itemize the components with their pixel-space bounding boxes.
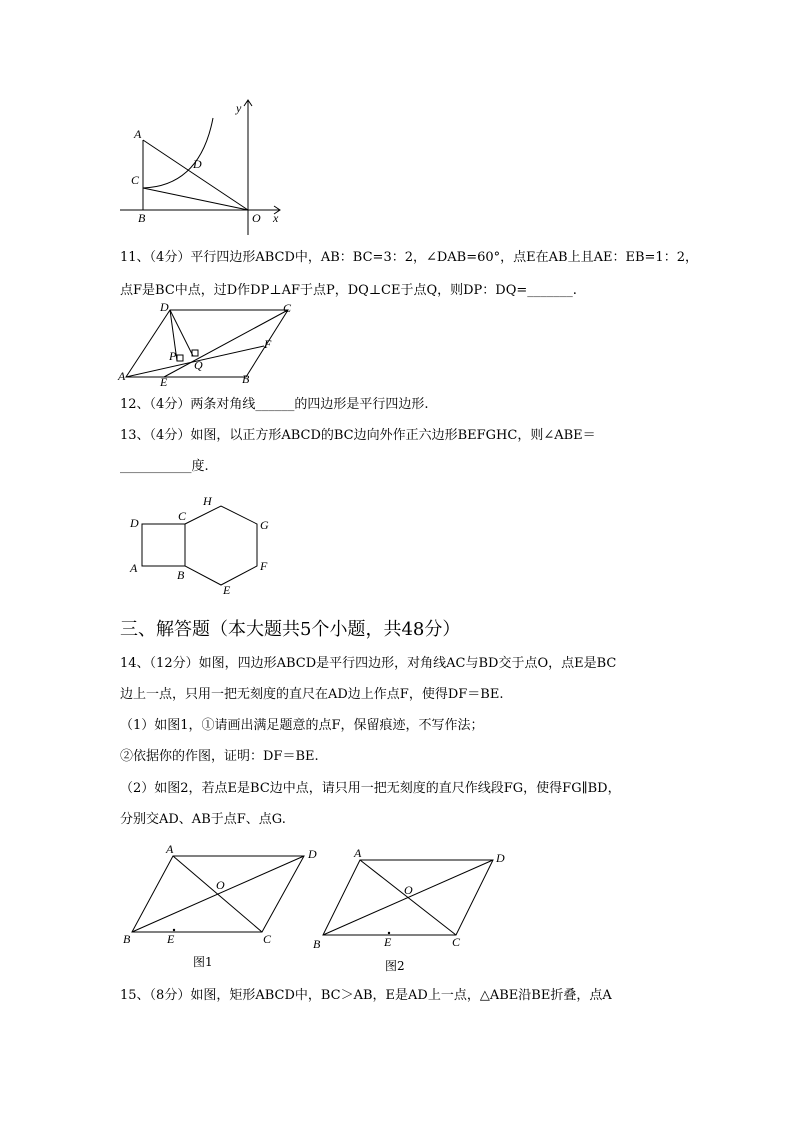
label-d: D <box>308 847 317 861</box>
label-d: D <box>160 300 169 314</box>
q14-line-4: ②依据你的作图，证明：DF＝BE. <box>120 749 319 764</box>
label-e: E <box>160 375 168 389</box>
label-e: E <box>167 932 175 946</box>
label-c: C <box>131 173 140 187</box>
axes <box>120 100 280 235</box>
label-o: O <box>216 878 225 892</box>
q14-line-6: 分别交AD、AB于点F、点G. <box>120 812 286 827</box>
label-c: C <box>263 932 272 946</box>
label-a: A <box>130 561 138 575</box>
figure-2-caption: 图2 <box>385 959 405 973</box>
q14-line-1: 14、（12分）如图，四边形ABCD是平行四边形，对角线AC与BD交于点O，点E是BC <box>120 656 617 671</box>
q14-line-5: （2）如图2，若点E是BC边中点，请只用一把无刻度的直尺作线段FG，使得FG∥BD， <box>120 781 621 796</box>
section-3-title: 三、解答题（本大题共5个小题，共48分） <box>120 619 461 640</box>
q14-line-3: （1）如图1，①请画出满足题意的点F，保留痕迹，不写作法； <box>120 718 484 733</box>
label-f: F <box>260 559 268 573</box>
label-b: B <box>313 937 321 951</box>
label-d: D <box>496 851 505 865</box>
label-q: Q <box>194 358 203 372</box>
q14-line-2: 边上一点，只用一把无刻度的直尺在AD边上作点F，使得DF＝BE. <box>120 687 504 702</box>
label-p: P <box>169 349 177 363</box>
label-a: A <box>354 846 362 860</box>
q11-line-1: 11、（4分）平行四边形ABCD中，AB：BC=3：2，∠DAB=60°，点E在AB上且AE：EB=1：2， <box>120 250 698 265</box>
label-y: y <box>236 101 242 115</box>
label-o: O <box>404 883 413 897</box>
label-o: O <box>252 211 261 225</box>
graph-lines <box>143 118 248 210</box>
q11-line-2: 点F是BC中点，过D作DP⊥AF于点P，DQ⊥CE于点Q，则DP：DQ=_______. <box>120 283 577 298</box>
label-x: x <box>273 211 279 225</box>
label-b: B <box>177 568 185 582</box>
label-d: D <box>130 516 139 530</box>
label-e: E <box>223 583 231 597</box>
figure-1-caption: 图1 <box>193 955 213 969</box>
label-a: A <box>166 842 174 856</box>
label-b: B <box>123 932 131 946</box>
label-a: A <box>134 127 142 141</box>
q13-line-1: 13、（4分）如图，以正方形ABCD的BC边向外作正六边形BEFGHC，则∠ABE＝ <box>120 428 596 443</box>
q15-line-1: 15、（8分）如图，矩形ABCD中，BC＞AB，E是AD上一点，△ABE沿BE折叠，点A <box>120 988 612 1003</box>
q13-line-2: ___________度. <box>120 459 209 474</box>
label-c: C <box>452 935 461 949</box>
label-d: D <box>193 157 202 171</box>
label-a: A <box>118 369 126 383</box>
label-h: H <box>203 494 212 508</box>
q12-line-1: 12、（4分）两条对角线______的四边形是平行四边形. <box>120 397 429 412</box>
label-c: C <box>283 301 292 315</box>
label-f: F <box>264 337 272 351</box>
label-b: B <box>242 372 250 386</box>
label-b: B <box>138 211 146 225</box>
label-e: E <box>384 935 392 949</box>
label-g: G <box>260 518 269 532</box>
label-c: C <box>178 509 187 523</box>
